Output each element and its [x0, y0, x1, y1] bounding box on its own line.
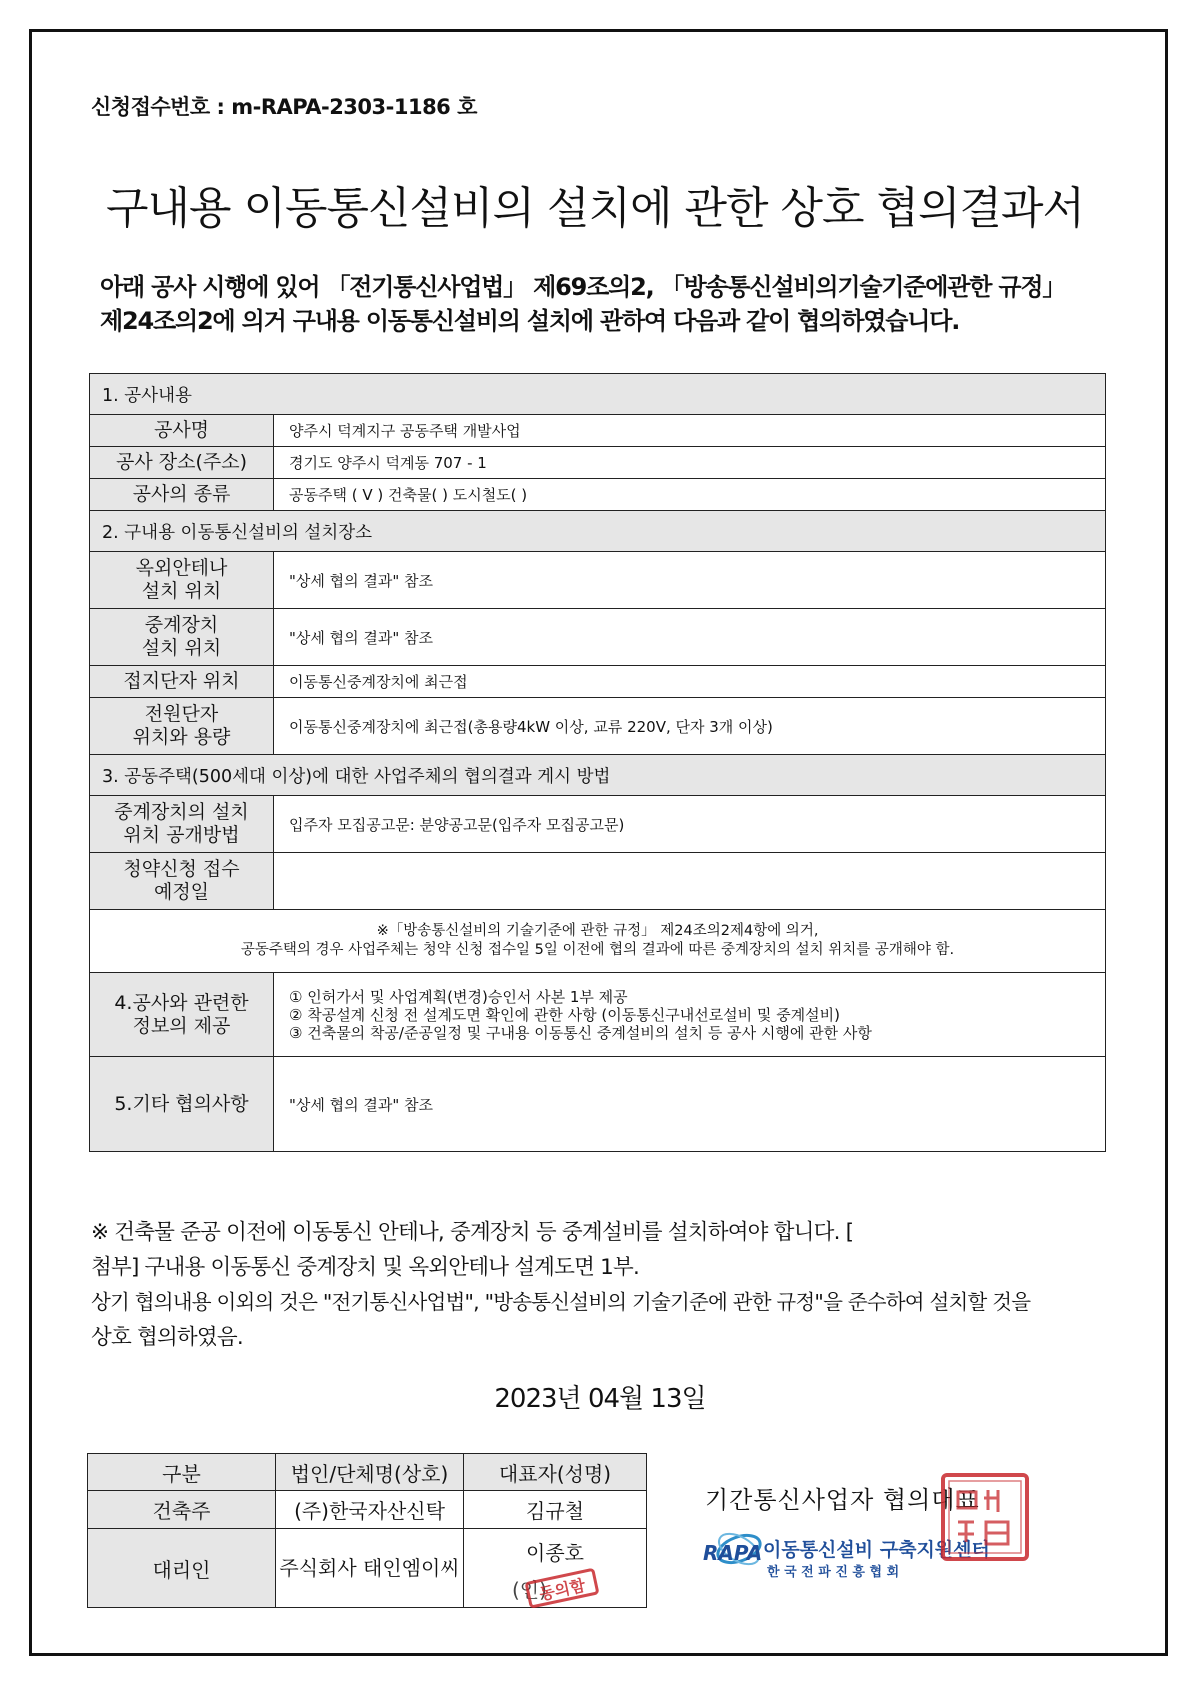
footer-line-4: 상호 협의하였음. — [91, 1325, 243, 1350]
receipt-number: 신청접수번호 : m-RAPA-2303-1186 호 — [91, 95, 477, 119]
label-repeater-line1: 중계장치 — [144, 614, 219, 636]
official-seal-icon — [940, 1472, 1030, 1562]
info-item-2: ② 착공설계 신청 전 설계도면 확인에 관한 사항 (이동통신구내선로설비 및 중계설비) — [289, 1005, 841, 1024]
document-title: 구내용 이동통신설비의 설치에 관한 상호 협의결과서 — [105, 183, 1085, 234]
value-location: 경기도 양주시 덕계동 707 - 1 — [274, 447, 1106, 479]
footer-line-2: 첨부] 구내용 이동통신 중계장치 및 옥외안테나 설계도면 1부. — [91, 1255, 639, 1280]
label-antenna — [90, 552, 274, 609]
label-ground: 접지단자 위치 — [90, 666, 274, 698]
label-type: 공사의 종류 — [90, 479, 274, 511]
label-location: 공사 장소(주소) — [90, 447, 274, 479]
sig-header-category: 구분 — [88, 1454, 276, 1491]
label-subscription-line2: 예정일 — [153, 881, 210, 903]
label-project-name: 공사명 — [90, 415, 274, 447]
consultation-table — [89, 373, 1106, 1152]
label-disclosure-line1: 중계장치의 설치 — [114, 801, 249, 823]
value-other: "상세 협의 결과" 참조 — [274, 1057, 1106, 1152]
seal-placeholder: (인) — [512, 1578, 547, 1602]
note-line-2: 공동주택의 경우 사업주체는 청약 신청 접수일 5일 이전에 협의 결과에 따른 중계장치의 설치 위치를 공개해야 함. — [240, 942, 955, 958]
sig-row2-company: 주식회사 태인엠이씨 — [276, 1529, 464, 1608]
label-info-line1: 4.공사와 관련한 — [114, 991, 249, 1014]
value-ground: 이동통신중계장치에 최근접 — [274, 666, 1106, 698]
footer-notes — [91, 1215, 1091, 1355]
value-power: 이동통신중계장치에 최근접(총용량4kW 이상, 교류 220V, 단자 3개 이상) — [274, 698, 1106, 755]
personal-seal-icon — [522, 1568, 604, 1608]
value-subscription — [274, 853, 1106, 910]
disclosure-note — [90, 910, 1106, 973]
seal-area — [464, 1572, 646, 1602]
value-type: 공동주택 ( V ) 건축물( ) 도시철도( ) — [274, 479, 1106, 511]
info-item-3: ③ 건축물의 착공/준공일정 및 구내용 이동통신 중계설비의 설치 등 공사 시행에 관한 사항 — [289, 1023, 872, 1042]
note-line-1: ※「방송통신설비의 기술기준에 관한 규정」 제24조의2제4항에 의거, — [376, 923, 819, 939]
value-antenna: "상세 협의 결과" 참조 — [274, 552, 1106, 609]
footer-line-1: ※ 건축물 준공 이전에 이동통신 안테나, 중계장치 등 중계설비를 설치하여야 합니다. [ — [91, 1220, 854, 1245]
label-repeater-line2: 설치 위치 — [141, 637, 222, 659]
value-repeater: "상세 협의 결과" 참조 — [274, 609, 1106, 666]
assoc-name: 한 국 전 파 진 흥 협 회 — [767, 1565, 900, 1580]
sig-header-company: 법인/단체명(상호) — [276, 1454, 464, 1491]
info-item-1: ① 인허가서 및 사업계획(변경)승인서 사본 1부 제공 — [289, 987, 628, 1006]
center-name: 이동통신설비 구축지원센터 — [763, 1539, 990, 1561]
signature-table — [87, 1453, 647, 1608]
label-repeater — [90, 609, 274, 666]
label-subscription — [90, 853, 274, 910]
sig-row1-category: 건축주 — [88, 1491, 276, 1529]
label-info — [90, 973, 274, 1057]
label-power-line1: 전원단자 — [144, 703, 219, 725]
label-antenna-line1: 옥외안테나 — [135, 557, 228, 579]
label-other: 5.기타 협의사항 — [90, 1057, 274, 1152]
value-project-name: 양주시 덕계지구 공동주택 개발사업 — [274, 415, 1106, 447]
label-power — [90, 698, 274, 755]
sig-row1-representative: 김규철 — [464, 1491, 647, 1529]
label-power-line2: 위치와 용량 — [132, 726, 231, 748]
section-1-header: 1. 공사내용 — [90, 374, 1106, 415]
label-disclosure — [90, 796, 274, 853]
label-antenna-line2: 설치 위치 — [141, 580, 222, 602]
section-2-header: 2. 구내용 이동통신설비의 설치장소 — [90, 511, 1106, 552]
sig-header-representative: 대표자(성명) — [464, 1454, 647, 1491]
intro-paragraph — [100, 270, 1110, 338]
document-date: 2023년 04월 13일 — [494, 1384, 706, 1414]
label-info-line2: 정보의 제공 — [132, 1014, 231, 1037]
rapa-logo-text: RAPA — [703, 1541, 763, 1565]
sig-row2-category: 대리인 — [88, 1529, 276, 1608]
intro-line-2: 제24조의2에 의거 구내용 이동통신설비의 설치에 관하여 다음과 같이 협의하였습니다. — [100, 307, 960, 335]
org-label: 기간통신사업자 협의대표 — [705, 1486, 980, 1514]
value-info — [274, 973, 1106, 1057]
section-3-header: 3. 공동주택(500세대 이상)에 대한 사업주체의 협의결과 게시 방법 — [90, 755, 1106, 796]
footer-line-3: 상기 협의내용 이외의 것은 "전기통신사업법", "방송통신설비의 기술기준에 관한 규정"을 준수하여 설치할 것을 — [91, 1290, 1031, 1314]
value-disclosure: 입주자 모집공고문: 분양공고문(입주자 모집공고문) — [274, 796, 1106, 853]
sig-row2-representative-cell — [464, 1529, 647, 1608]
svg-text:동의함: 동의함 — [537, 1575, 587, 1604]
intro-line-1: 아래 공사 시행에 있어 「전기통신사업법」 제69조의2, 「방송통신설비의기술기준에관한 규정」 — [100, 273, 1066, 301]
label-disclosure-line2: 위치 공개방법 — [123, 824, 240, 846]
sig-row2-representative: 이종호 — [526, 1541, 584, 1565]
label-subscription-line1: 청약신청 접수 — [123, 858, 240, 880]
sig-row1-company: (주)한국자산신탁 — [276, 1491, 464, 1529]
